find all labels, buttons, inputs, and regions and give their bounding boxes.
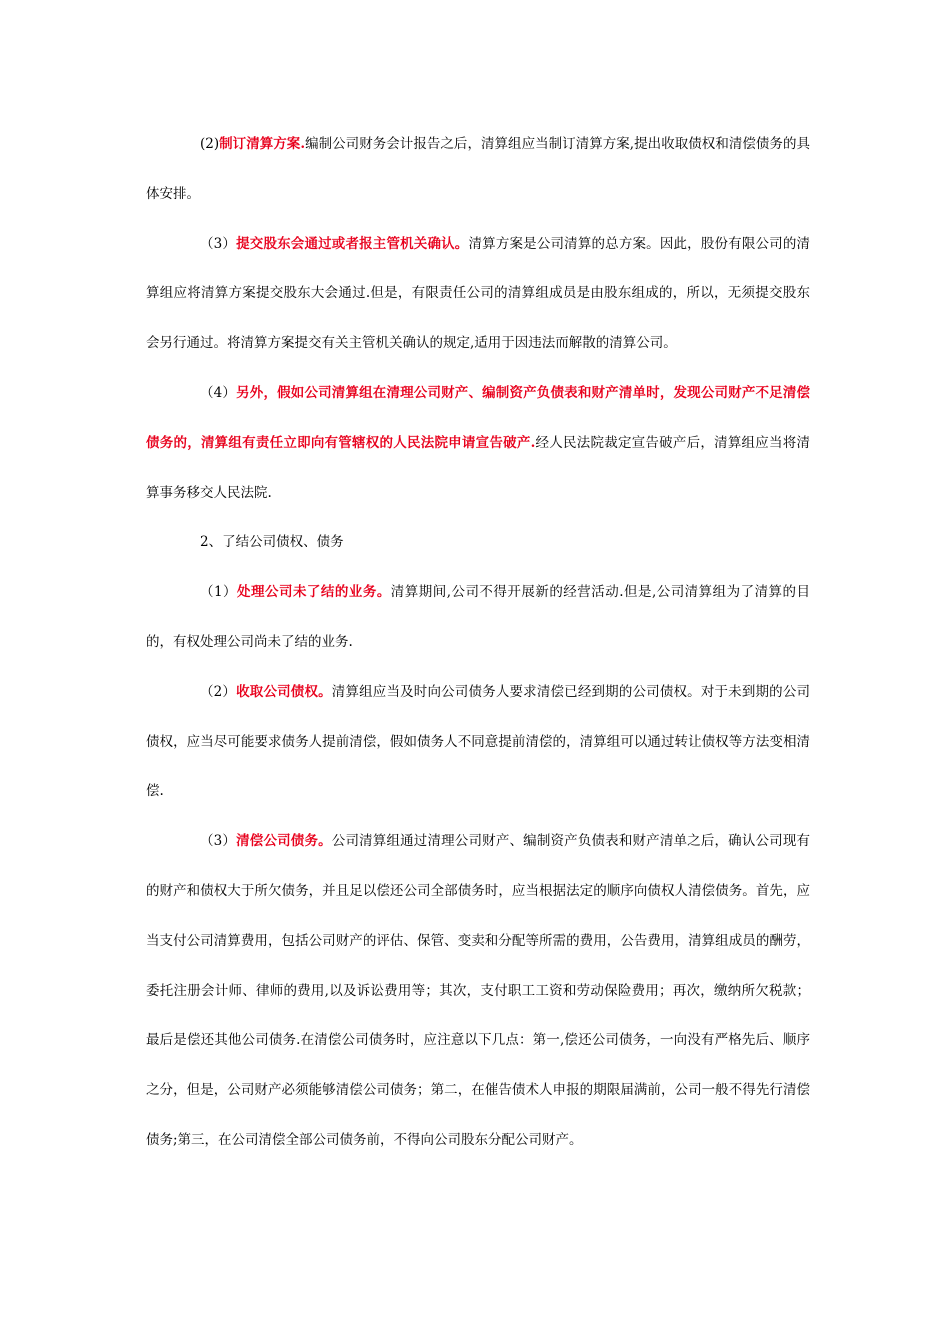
paragraph-repay-debts [146, 817, 810, 1166]
paragraph-text: 编制公司财务会计报告之后，清算组应当制订清算方案,提出收取债权和清偿债务的具体安排。 [146, 136, 810, 202]
highlighted-heading: 清偿公司债务。 [236, 833, 332, 850]
item-number: （3） [200, 833, 237, 850]
section-heading [146, 518, 810, 568]
highlighted-heading: 制订清算方案. [219, 136, 306, 152]
paragraph-bankruptcy [146, 369, 810, 518]
item-number: （2） [200, 683, 237, 700]
item-number: （3） [200, 235, 237, 252]
item-number: （1） [200, 584, 238, 601]
paragraph-text: 清算组应当及时向公司债务人要求清偿已经到期的公司债权。对于未到期的公司债权，应当尽可能要求债务人提前清偿，假如债务人不同意提前清偿的，清算组可以通过转让债权等方法变相清偿. [146, 683, 811, 800]
paragraph-text: 公司清算组通过清理公司财产、编制资产负债表和财产清单之后，确认公司现有的财产和债权大于所欠债务，并且足以偿还公司全部债务时，应当根据法定的顺序向债权人清偿债务。首先，应当支付公司清算费用，包括公司财产的评估、保管、变卖和分配等所需的费用，公告费用，清算组成员的酬劳，委托注册会计师、律师的费用,以及诉讼费用等；其次，支付职工工资和劳动保险费用；再次，缴纳所欠税款；最后是偿还其他公司债务.在清偿公司债务时，应注意以下几点：第一,偿还公司债务，一向没有严格先后、顺序之分，但是，公司财产必须能够清偿公司债务；第二，在催告债术人申报的期限届满前，公司一般不得先行清偿债务;第三，在公司清偿全部公司债务前，不得向公司股东分配公司财产。 [146, 833, 811, 1148]
paragraph-formulate-plan [146, 120, 810, 220]
item-number: （4） [200, 384, 237, 401]
highlighted-heading: 提交股东会通过或者报主管机关确认。 [236, 235, 469, 252]
paragraph-collect-claims [146, 668, 810, 817]
paragraph-submit-approval [146, 220, 810, 369]
paragraph-text: 经人民法院裁定宣告破产后，清算组应当将清算事务移交人民法院. [146, 434, 811, 501]
paragraph-text: 清算方案是公司清算的总方案。因此，股份有限公司的清算组应将清算方案提交股东大会通过.但是，有限责任公司的清算组成员是由股东组成的，所以，无须提交股东会另行通过。将清算方案提交有关主管机关确认的规定,适用于因违法而解散的清算公司。 [146, 235, 811, 352]
highlighted-heading: 收取公司债权。 [236, 683, 332, 700]
item-number: (2) [200, 136, 220, 152]
section-heading-text: 2、了结公司债权、债务 [200, 534, 344, 551]
paragraph-unfinished-business [146, 568, 810, 668]
highlighted-heading: 另外，假如公司清算组在清理公司财产、编制资产负债表和财产清单时，发现公司财产不足清偿债务的，清算组有责任立即向有管辖权的人民法院申请宣告破产. [146, 384, 811, 451]
document-body [146, 120, 810, 1166]
paragraph-text: 清算期间,公司不得开展新的经营活动.但是,公司清算组为了清算的目的，有权处理公司尚未了结的业务. [146, 584, 811, 650]
highlighted-heading: 处理公司未了结的业务。 [237, 584, 391, 601]
